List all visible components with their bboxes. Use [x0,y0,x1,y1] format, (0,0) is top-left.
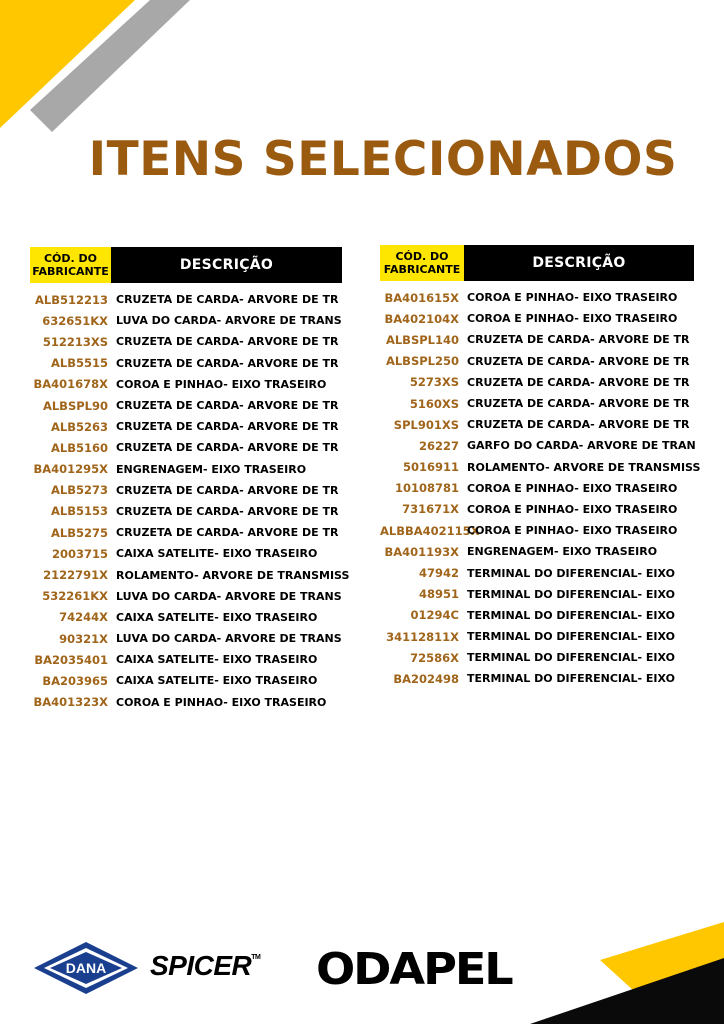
spicer-trademark: TM [251,954,261,961]
item-description: CRUZETA DE CARDA- ARVORE DE TR [116,356,339,370]
table-row [380,308,707,329]
item-description: ROLAMENTO- ARVORE DE TRANSMISS [116,568,350,582]
item-description: COROA E PINHAO- EIXO TRASEIRO [116,377,327,391]
manufacturer-code: 26227 [418,438,459,453]
manufacturer-code: 01294C [410,608,459,623]
item-description: ENGRENAGEM- EIXO TRASEIRO [467,545,658,559]
header-code [380,245,464,281]
header-code-line2: FABRICANTE [32,265,109,278]
item-description: TERMINAL DO DIFERENCIAL- EIXO [467,651,675,665]
table-row [30,543,351,564]
item-description: TERMINAL DO DIFERENCIAL- EIXO [467,587,675,601]
item-description: TERMINAL DO DIFERENCIAL- EIXO [467,672,675,686]
manufacturer-code: 47942 [418,566,459,581]
table-row [380,351,707,372]
manufacturer-code: 74244X [59,610,108,625]
manufacturer-code: BA401323X [33,695,108,710]
table-row [380,605,707,626]
table-row [380,584,707,605]
page-title: ITENS SELECIONADOS [88,132,678,187]
item-description: ROLAMENTO- ARVORE DE TRANSMISS [467,460,701,474]
header-code-line1: CÓD. DO [395,250,449,263]
manufacturer-code: ALB5515 [50,356,108,371]
table-row [380,329,707,350]
item-description: COROA E PINHAO- EIXO TRASEIRO [467,502,678,516]
item-description: CAIXA SATELITE- EIXO TRASEIRO [116,547,318,561]
header-code-line2: FABRICANTE [383,263,461,276]
table-row [30,289,351,310]
item-description: ENGRENAGEM- EIXO TRASEIRO [116,462,307,476]
bottom-right-decoration [530,900,724,1024]
table-left-header [30,247,351,283]
manufacturer-code: 2003715 [51,546,108,561]
table-row [30,480,351,501]
manufacturer-code: ALBBA402115X [380,523,480,538]
manufacturer-code: ALB5263 [50,419,108,434]
item-description: CRUZETA DE CARDA- ARVORE DE TR [467,333,690,347]
dana-logo-text: DANA [65,960,107,976]
table-left [30,247,351,713]
table-row [380,478,707,499]
table-row [380,668,707,689]
manufacturer-code: 5016911 [402,460,459,475]
table-row [30,331,351,352]
item-description: CRUZETA DE CARDA- ARVORE DE TR [116,526,339,540]
manufacturer-code: BA402104X [384,311,459,326]
table-row [380,287,707,308]
header-description: DESCRIÇÃO [464,245,694,281]
table-left-body [30,289,351,713]
table-row [380,457,707,478]
table-row [30,522,351,543]
table-row [30,395,351,416]
odapel-logo [316,944,512,995]
table-row [30,416,351,437]
table-row [30,564,351,585]
table-right-header [380,245,707,281]
manufacturer-code: 48951 [418,587,459,602]
table-row [380,414,707,435]
manufacturer-code: 5273XS [409,375,459,390]
manufacturer-code: 90321X [59,631,108,646]
table-row [30,459,351,480]
manufacturer-code: 10108781 [394,481,459,496]
item-description: CRUZETA DE CARDA- ARVORE DE TR [467,354,690,368]
table-row [380,499,707,520]
manufacturer-code: 2122791X [43,568,108,583]
table-row [30,374,351,395]
manufacturer-code: 532261KX [42,589,108,604]
manufacturer-code: BA202498 [393,671,459,686]
table-row [380,435,707,456]
dana-logo [32,940,140,996]
item-description: TERMINAL DO DIFERENCIAL- EIXO [467,608,675,622]
header-code-line1: CÓD. DO [43,252,98,265]
table-row [30,501,351,522]
item-description: CRUZETA DE CARDA- ARVORE DE TR [467,397,690,411]
table-row [30,310,351,331]
header-description: DESCRIÇÃO [111,247,342,283]
manufacturer-code: BA203965 [42,673,108,688]
manufacturer-code: BA401615X [384,290,459,305]
manufacturer-code: 512213XS [42,334,108,349]
table-right-body [380,287,707,690]
table-row [30,437,351,458]
item-description: CRUZETA DE CARDA- ARVORE DE TR [467,375,690,389]
manufacturer-code: 72586X [410,650,459,665]
header-code [30,247,111,283]
item-description: COROA E PINHAO- EIXO TRASEIRO [116,695,327,709]
item-description: COROA E PINHAO- EIXO TRASEIRO [467,291,678,305]
item-description: CRUZETA DE CARDA- ARVORE DE TR [116,335,339,349]
table-row [380,372,707,393]
manufacturer-code: ALBSPL250 [385,354,459,369]
manufacturer-code: 5160XS [409,396,459,411]
spicer-logo [150,950,260,982]
manufacturer-code: 632651KX [42,313,108,328]
item-description: TERMINAL DO DIFERENCIAL- EIXO [467,630,675,644]
table-row [380,562,707,583]
item-description: CRUZETA DE CARDA- ARVORE DE TR [116,420,339,434]
table-row [30,649,351,670]
item-description: LUVA DO CARDA- ARVORE DE TRANS [116,632,342,646]
manufacturer-code: BA2035401 [34,652,108,667]
table-row [380,520,707,541]
item-description: TERMINAL DO DIFERENCIAL- EIXO [467,566,675,580]
table-row [30,670,351,691]
table-row [380,541,707,562]
table-row [30,586,351,607]
item-description: LUVA DO CARDA- ARVORE DE TRANS [116,589,342,603]
odapel-logo-text: ODAPEL [316,944,512,995]
table-row [30,692,351,713]
manufacturer-code: ALB5153 [50,504,108,519]
item-description: GARFO DO CARDA- ARVORE DE TRAN [467,439,696,453]
item-description: CRUZETA DE CARDA- ARVORE DE TR [116,441,339,455]
item-description: CAIXA SATELITE- EIXO TRASEIRO [116,610,318,624]
spicer-logo-text: SPICER [150,950,252,981]
item-description: CRUZETA DE CARDA- ARVORE DE TR [467,418,690,432]
item-description: CRUZETA DE CARDA- ARVORE DE TR [116,483,339,497]
table-row [380,647,707,668]
manufacturer-code: 731671X [402,502,459,517]
table-right [380,245,707,690]
manufacturer-code: ALBSPL90 [42,398,108,413]
item-description: COROA E PINHAO- EIXO TRASEIRO [467,312,678,326]
table-row [30,353,351,374]
item-description: COROA E PINHAO- EIXO TRASEIRO [467,524,678,538]
item-description: CAIXA SATELITE- EIXO TRASEIRO [116,653,318,667]
manufacturer-code: ALBSPL140 [385,332,459,347]
item-description: LUVA DO CARDA- ARVORE DE TRANS [116,314,342,328]
table-row [30,607,351,628]
manufacturer-code: ALB512213 [34,292,108,307]
manufacturer-code: ALB5273 [50,483,108,498]
manufacturer-code: 34112811X [386,629,459,644]
manufacturer-code: ALB5160 [50,440,108,455]
table-row [30,628,351,649]
item-description: CRUZETA DE CARDA- ARVORE DE TR [116,293,339,307]
manufacturer-code: BA401678X [33,377,108,392]
manufacturer-code: ALB5275 [50,525,108,540]
item-description: CRUZETA DE CARDA- ARVORE DE TR [116,504,339,518]
item-description: CRUZETA DE CARDA- ARVORE DE TR [116,399,339,413]
table-row [380,626,707,647]
table-row [380,393,707,414]
manufacturer-code: BA401295X [33,462,108,477]
manufacturer-code: BA401193X [384,544,459,559]
manufacturer-code: SPL901XS [393,417,459,432]
top-left-decoration [0,0,200,140]
item-description: CAIXA SATELITE- EIXO TRASEIRO [116,674,318,688]
item-description: COROA E PINHAO- EIXO TRASEIRO [467,481,678,495]
